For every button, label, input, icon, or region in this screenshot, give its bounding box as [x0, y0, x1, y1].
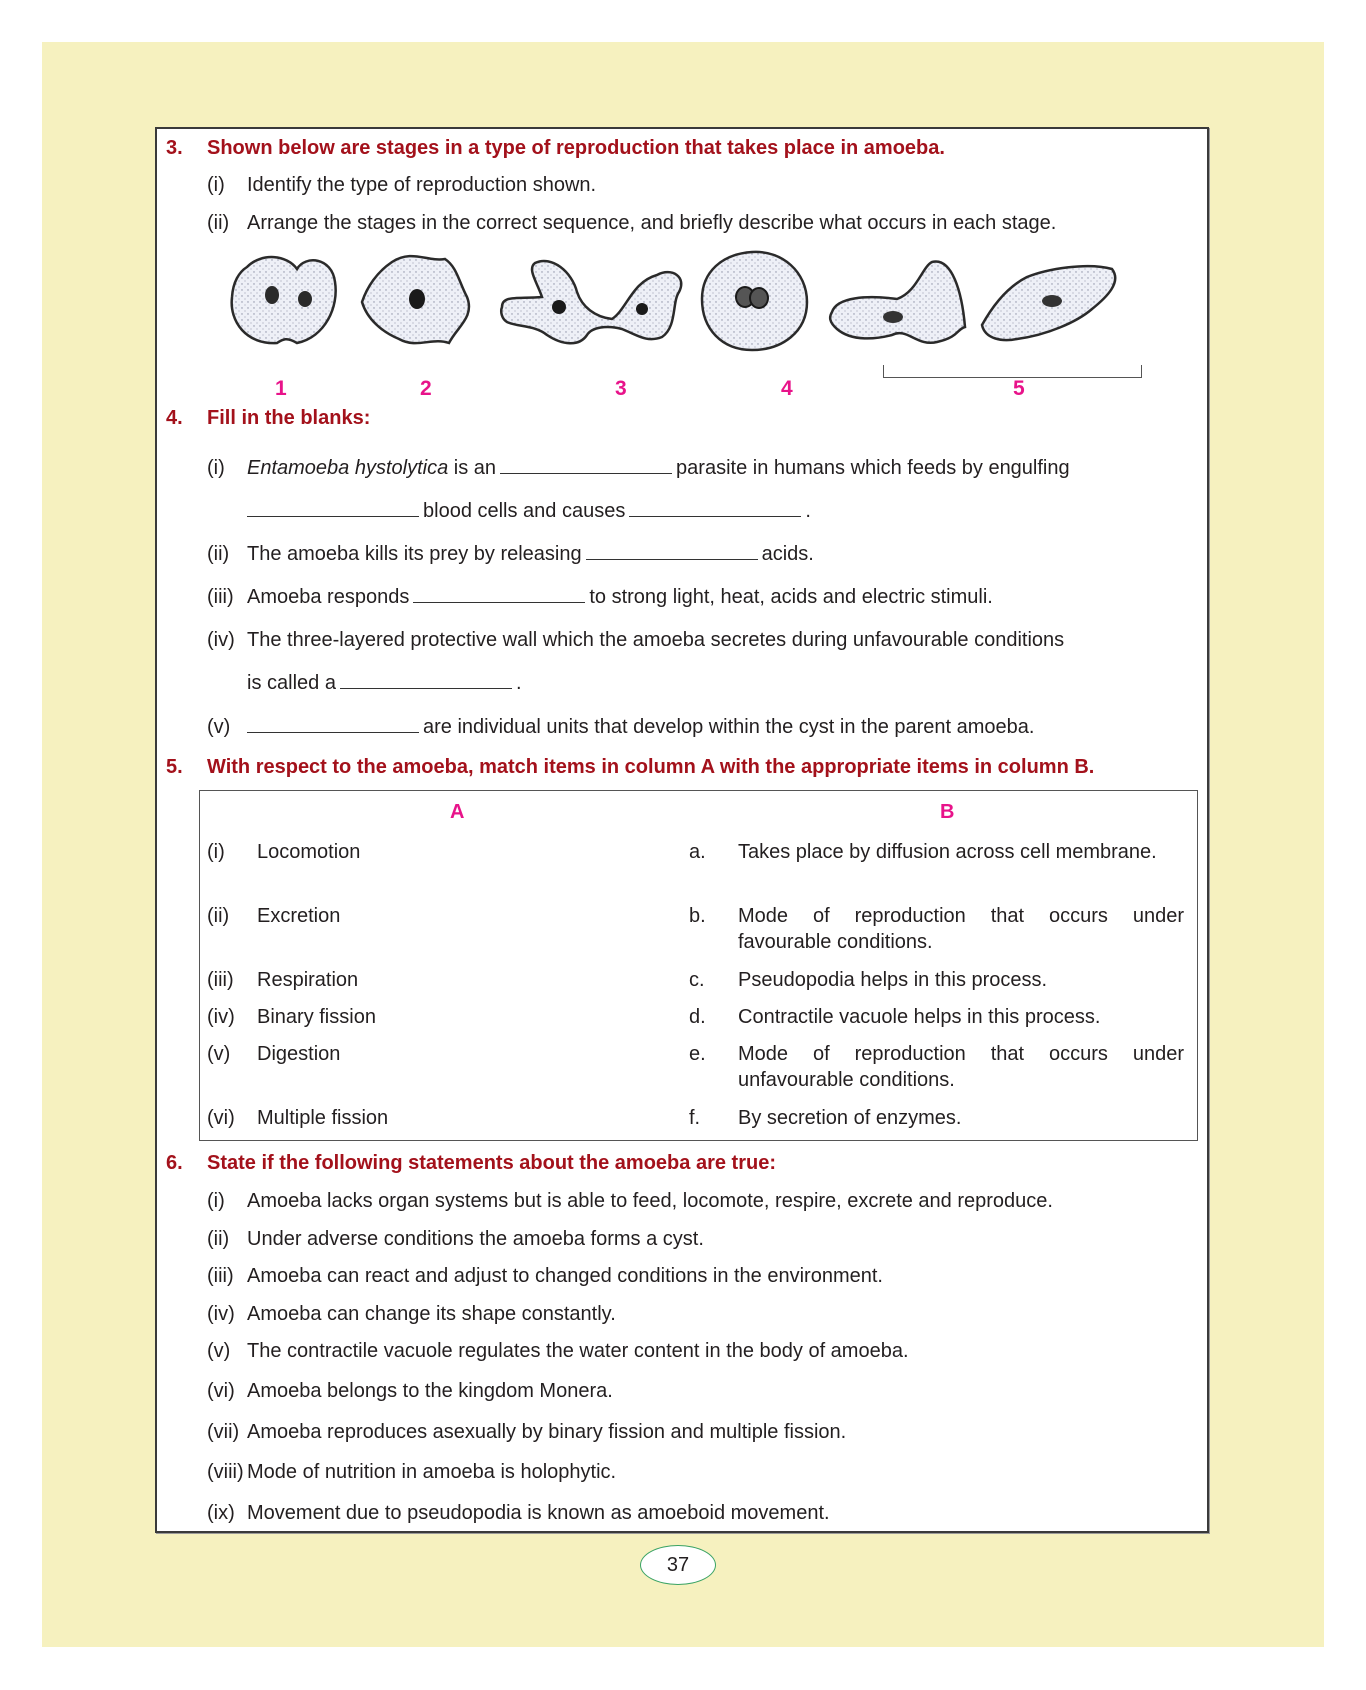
q4-item-num: (i) — [207, 457, 225, 479]
amoeba-stages-figure — [217, 247, 1177, 362]
row-a-num: (iii) — [207, 969, 234, 991]
q6-item-text: The contractile vacuole regulates the water content in the body of amoeba. — [247, 1340, 909, 1362]
blank-field[interactable] — [629, 515, 801, 517]
blank-field[interactable] — [247, 515, 419, 517]
q4-item-v: are individual units that develop within the cyst in the parent amoeba. — [247, 716, 1034, 739]
row-a-text: Excretion — [257, 905, 341, 927]
blank-field[interactable] — [247, 731, 419, 733]
q6-title: State if the following statements about the amoeba are true: — [207, 1152, 776, 1174]
species-name: Entamoeba hystolytica — [247, 457, 449, 479]
row-b-num: c. — [689, 969, 705, 991]
q6-item-num: (v) — [207, 1340, 231, 1362]
q4-item-iii: Amoeba responds to strong light, heat, acids and electric stimuli. — [247, 586, 993, 608]
blank-field[interactable] — [500, 472, 672, 474]
blank-field[interactable] — [340, 687, 512, 689]
row-a-text: Binary fission — [257, 1006, 376, 1028]
stage-label-3: 3 — [615, 377, 627, 400]
q6-item-num: (iv) — [207, 1303, 235, 1325]
q6-number: 6. — [166, 1152, 183, 1174]
row-b-num: f. — [689, 1107, 701, 1129]
q6-item-text: Amoeba can react and adjust to changed conditions in the environment. — [247, 1265, 883, 1287]
row-b-num: d. — [689, 1006, 706, 1028]
exercise-box — [155, 127, 1209, 1533]
stage-label-2: 2 — [420, 377, 432, 400]
q6-item-num: (i) — [207, 1190, 225, 1212]
q6-item-text: Mode of nutrition in amoeba is holophytic. — [247, 1461, 617, 1483]
row-a-num: (ii) — [207, 905, 230, 927]
row-b-num: e. — [689, 1043, 706, 1065]
amoeba-stage-5-icon — [830, 262, 1115, 343]
row-b-num: b. — [689, 905, 706, 927]
row-b-text: Pseudopodia helps in this process. — [738, 969, 1048, 991]
stage-label-1: 1 — [275, 377, 287, 400]
row-a-num: (vi) — [207, 1107, 235, 1129]
row-a-num: (v) — [207, 1043, 231, 1065]
column-b-header: B — [940, 801, 955, 823]
q4-item-i-line1: Entamoeba hystolytica is an parasite in humans which feeds by engulfing — [247, 457, 1070, 479]
row-b-text: Mode of reproduction that occurs under favourable conditions. — [738, 905, 1184, 953]
q4-item-num: (iii) — [207, 586, 234, 608]
q5-number: 5. — [166, 756, 183, 778]
q6-item-num: (ix) — [207, 1502, 235, 1524]
amoeba-stage-1-icon — [232, 257, 336, 343]
stage-label-5: 5 — [1013, 377, 1025, 400]
q3-item-text: Identify the type of reproduction shown. — [247, 174, 597, 196]
q4-item-ii: The amoeba kills its prey by releasing acids. — [247, 543, 814, 565]
q6-item-text: Amoeba belongs to the kingdom Monera. — [247, 1380, 613, 1402]
q4-item-num: (v) — [207, 716, 231, 738]
row-a-num: (i) — [207, 841, 225, 863]
q6-item-num: (ii) — [207, 1228, 230, 1250]
q3-title: Shown below are stages in a type of reproduction that takes place in amoeba. — [207, 137, 945, 159]
row-b-num: a. — [689, 841, 706, 863]
row-a-text: Multiple fission — [257, 1107, 389, 1129]
q6-item-text: Amoeba lacks organ systems but is able to feed, locomote, respire, excrete and reproduce. — [247, 1190, 1053, 1212]
amoeba-stage-3-icon — [501, 261, 681, 343]
amoeba-stage-2-icon — [362, 256, 469, 343]
q6-item-num: (iii) — [207, 1265, 234, 1287]
q3-number: 3. — [166, 137, 183, 159]
q4-item-num: (iv) — [207, 629, 235, 651]
q4-item-iv-line1: The three-layered protective wall which the amoeba secretes during unfavourable conditions — [247, 629, 1065, 651]
q3-item-num: (i) — [207, 174, 225, 196]
row-a-text: Locomotion — [257, 841, 361, 863]
q6-item-text: Amoeba can change its shape constantly. — [247, 1303, 616, 1325]
row-a-text: Respiration — [257, 969, 359, 991]
stage-label-4: 4 — [781, 377, 793, 400]
row-b-text: By secretion of enzymes. — [738, 1107, 962, 1129]
q4-item-num: (ii) — [207, 543, 230, 565]
q6-item-text: Movement due to pseudopodia is known as amoeboid movement. — [247, 1502, 830, 1524]
q4-number: 4. — [166, 407, 183, 429]
q6-item-text: Amoeba reproduces asexually by binary fission and multiple fission. — [247, 1421, 847, 1443]
row-b-text: Contractile vacuole helps in this process. — [738, 1006, 1101, 1028]
q3-item-num: (ii) — [207, 212, 230, 234]
amoeba-stage-4-icon — [702, 252, 807, 350]
blank-field[interactable] — [413, 601, 585, 603]
row-a-num: (iv) — [207, 1006, 235, 1028]
q6-item-num: (vii) — [207, 1421, 240, 1443]
page-number: 37 — [640, 1545, 716, 1585]
blank-field[interactable] — [586, 558, 758, 560]
q5-title: With respect to the amoeba, match items in column A with the appropriate items in column B. — [207, 756, 1095, 778]
row-b-text: Takes place by diffusion across cell membrane. — [738, 841, 1157, 863]
q6-item-num: (viii) — [207, 1461, 244, 1483]
q4-item-iv-line2: is called a . — [247, 672, 522, 694]
row-b-text: Mode of reproduction that occurs under unfavourable conditions. — [738, 1043, 1184, 1091]
q6-item-text: Under adverse conditions the amoeba forms a cyst. — [247, 1228, 704, 1250]
q6-item-num: (vi) — [207, 1380, 235, 1402]
column-a-header: A — [450, 801, 465, 823]
match-table — [199, 790, 1198, 1141]
q4-item-i-line2: blood cells and causes . — [247, 500, 811, 523]
q4-title: Fill in the blanks: — [207, 407, 371, 429]
row-a-text: Digestion — [257, 1043, 341, 1065]
q3-item-text: Arrange the stages in the correct sequence, and briefly describe what occurs in each stage. — [247, 212, 1057, 234]
